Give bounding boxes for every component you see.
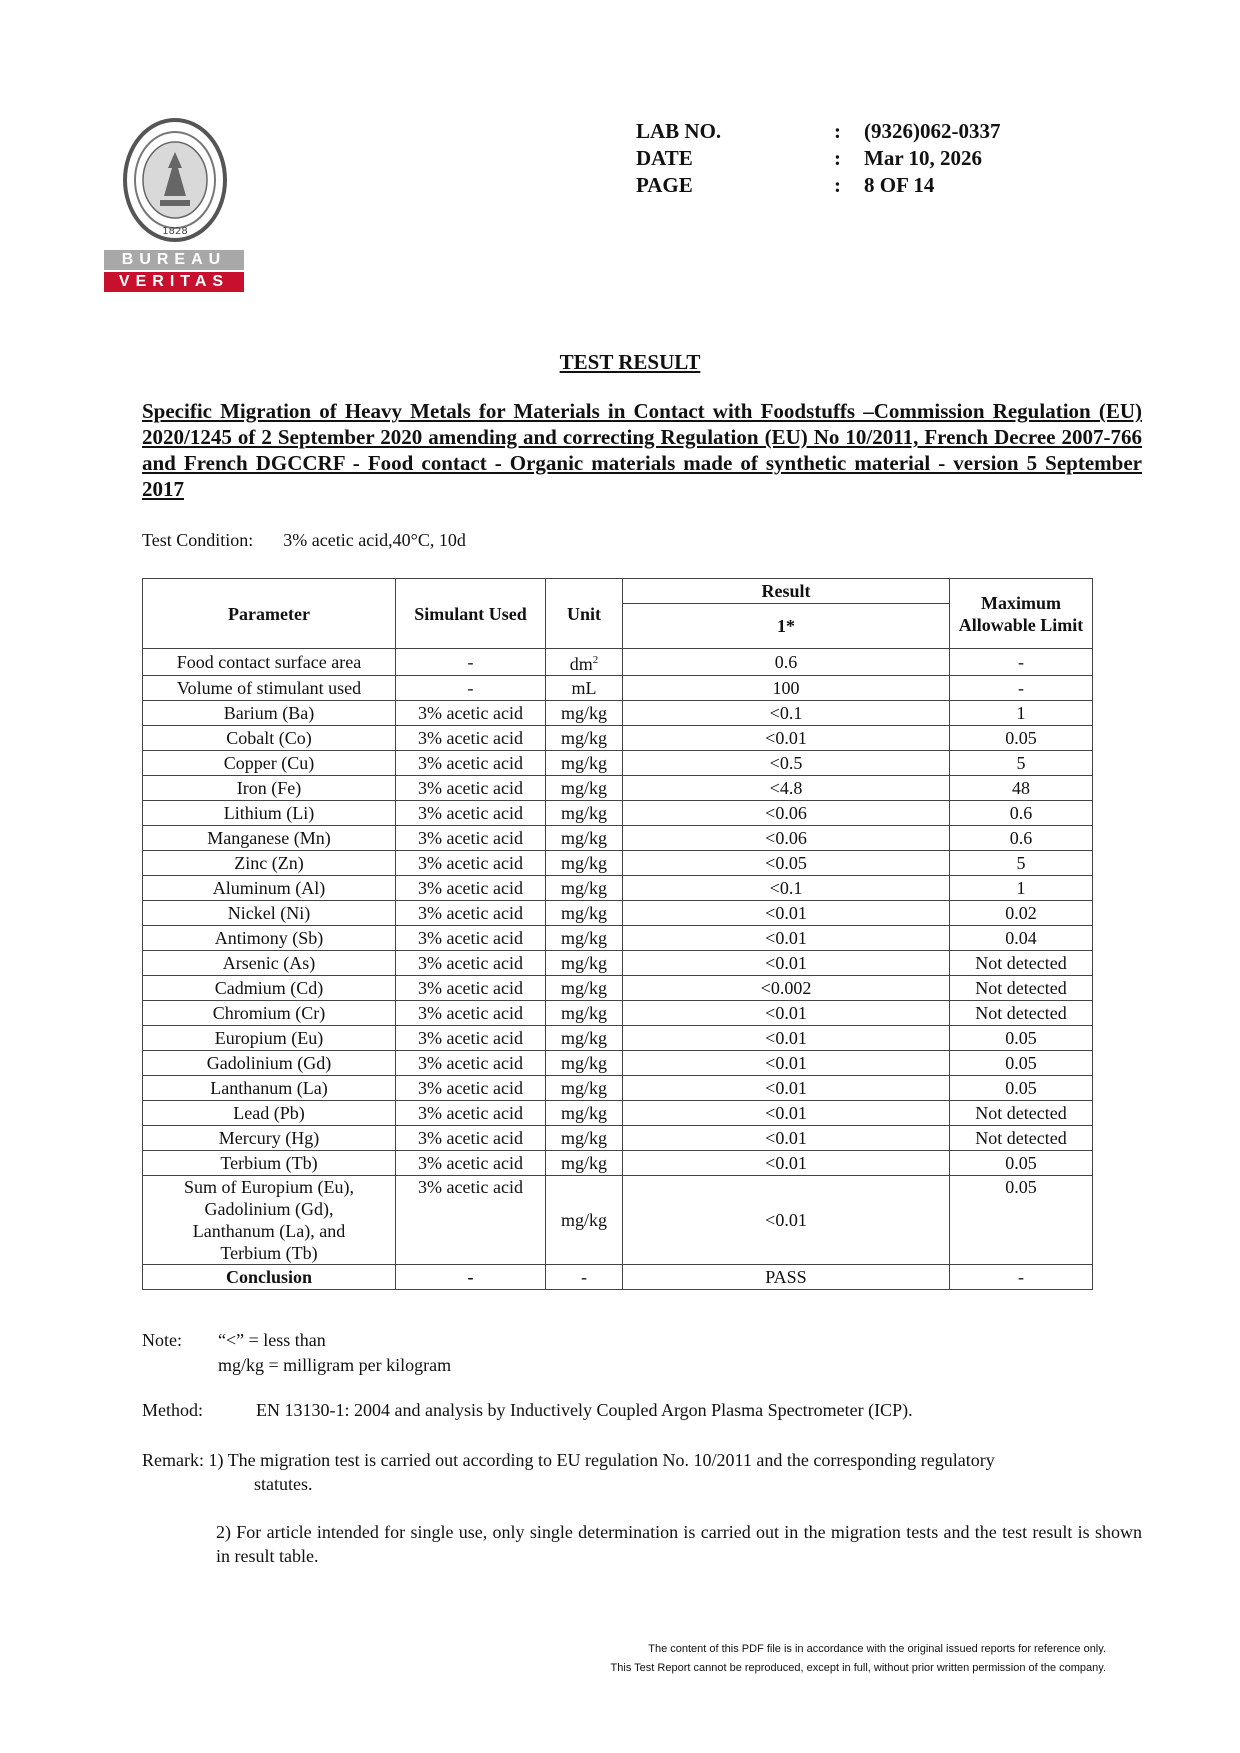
date-row: [636, 145, 1000, 172]
cell-conclusion-result: PASS: [623, 1265, 950, 1290]
cell-parameter: Nickel (Ni): [143, 901, 396, 926]
cell-parameter: Terbium (Tb): [143, 1151, 396, 1176]
cell-unit: [546, 826, 623, 851]
table-row: [143, 1101, 1093, 1126]
cell-limit: 0.05: [950, 1051, 1093, 1076]
cell-limit: 0.04: [950, 926, 1093, 951]
cell-result: <0.01: [623, 1151, 950, 1176]
cell-result: <0.01: [623, 1101, 950, 1126]
cell-result: <0.01: [623, 1026, 950, 1051]
unit-text: mg/kg: [560, 1153, 607, 1173]
sum-parameter-line: Sum of Europium (Eu),: [184, 1177, 354, 1197]
cell-simulant: 3% acetic acid: [396, 826, 546, 851]
table-row-sum: [143, 1176, 1093, 1265]
cell-limit: 1: [950, 701, 1093, 726]
cell-unit: [546, 801, 623, 826]
cell-unit: [546, 1151, 623, 1176]
unit-text: mg/kg: [560, 703, 607, 723]
cell-unit: [546, 701, 623, 726]
cell-simulant: 3% acetic acid: [396, 951, 546, 976]
header-simulant: Simulant Used: [396, 579, 546, 649]
cell-limit: 0.6: [950, 801, 1093, 826]
table-row: [143, 801, 1093, 826]
remark-item-1: 1) The migration test is carried out according to EU regulation No. 10/2011 and the corresponding regulatory: [208, 1450, 995, 1470]
page-value: 8 OF 14: [864, 173, 935, 197]
method-label: Method:: [142, 1400, 203, 1420]
lab-no-label: LAB NO.: [636, 119, 722, 143]
cell-unit: [546, 1026, 623, 1051]
unit-text: mg/kg: [560, 1128, 607, 1148]
cell-simulant: -: [396, 676, 546, 701]
cell-limit: Not detected: [950, 1126, 1093, 1151]
cell-result: <0.01: [623, 1176, 950, 1265]
cell-simulant: 3% acetic acid: [396, 726, 546, 751]
unit-text: mg/kg: [560, 1078, 607, 1098]
table-row: [143, 1001, 1093, 1026]
cell-result: 0.6: [623, 649, 950, 676]
cell-result: <0.01: [623, 1001, 950, 1026]
page-row: [636, 172, 1000, 199]
cell-parameter: Europium (Eu): [143, 1026, 396, 1051]
unit-text: dm: [569, 654, 593, 674]
cell-simulant: 3% acetic acid: [396, 901, 546, 926]
cell-result: <0.1: [623, 701, 950, 726]
cell-limit: -: [950, 676, 1093, 701]
table-row-conclusion: [143, 1265, 1093, 1290]
cell-simulant: -: [396, 649, 546, 676]
cell-parameter: Cobalt (Co): [143, 726, 396, 751]
cell-unit: [546, 1076, 623, 1101]
remark: [142, 1448, 1142, 1568]
cell-simulant: 3% acetic acid: [396, 1101, 546, 1126]
table-row: [143, 926, 1093, 951]
cell-result: <0.06: [623, 801, 950, 826]
header-result-sample: 1*: [623, 604, 950, 649]
unit-text: mg/kg: [560, 753, 607, 773]
cell-parameter: Mercury (Hg): [143, 1126, 396, 1151]
cell-conclusion-label: Conclusion: [143, 1265, 396, 1290]
cell-result: <0.5: [623, 751, 950, 776]
cell-limit: 48: [950, 776, 1093, 801]
cell-simulant: 3% acetic acid: [396, 1076, 546, 1101]
cell-result: <0.01: [623, 726, 950, 751]
sum-parameter-line: Gadolinium (Gd),: [204, 1199, 334, 1219]
cell-simulant: 3% acetic acid: [396, 1126, 546, 1151]
footer-line-1: The content of this PDF file is in accordance with the original issued reports for reference only.: [648, 1643, 1106, 1655]
remark-item-1-cont: statutes.: [254, 1474, 313, 1494]
cell-result: <0.01: [623, 1076, 950, 1101]
unit-text: mg/kg: [560, 1103, 607, 1123]
cell-simulant: 3% acetic acid: [396, 1176, 546, 1265]
header-unit: Unit: [546, 579, 623, 649]
cell-parameter: Lithium (Li): [143, 801, 396, 826]
cell-limit: Not detected: [950, 1001, 1093, 1026]
cell-unit: [546, 1001, 623, 1026]
sum-parameter-line: Terbium (Tb): [220, 1243, 318, 1263]
logo-wordmark-bureau: BUREAU: [104, 250, 244, 270]
note: [142, 1328, 451, 1378]
logo-wordmark-veritas: VERITAS: [104, 272, 244, 292]
cell-unit: [546, 726, 623, 751]
unit-text: mg/kg: [560, 953, 607, 973]
unit-text: mg/kg: [560, 778, 607, 798]
unit-text: mg/kg: [560, 878, 607, 898]
cell-unit: [546, 926, 623, 951]
method-value: EN 13130-1: 2004 and analysis by Inductively Coupled Argon Plasma Spectrometer (ICP).: [256, 1400, 913, 1420]
cell-unit: [546, 951, 623, 976]
unit-text: mg/kg: [560, 928, 607, 948]
table-row: [143, 701, 1093, 726]
page-title: TEST RESULT: [559, 350, 701, 374]
cell-parameter: Antimony (Sb): [143, 926, 396, 951]
cell-unit: [546, 776, 623, 801]
unit-text: mg/kg: [560, 1003, 607, 1023]
cell-unit: [546, 649, 623, 676]
table-row: [143, 976, 1093, 1001]
cell-parameter: Lead (Pb): [143, 1101, 396, 1126]
cell-result: <0.06: [623, 826, 950, 851]
table-row: [143, 649, 1093, 676]
cell-simulant: 3% acetic acid: [396, 926, 546, 951]
cell-parameter: [143, 1176, 396, 1265]
cell-limit: Not detected: [950, 951, 1093, 976]
seal-icon: [120, 116, 230, 244]
cell-result: <0.002: [623, 976, 950, 1001]
cell-parameter: Food contact surface area: [143, 649, 396, 676]
cell-unit: [546, 876, 623, 901]
cell-simulant: 3% acetic acid: [396, 1001, 546, 1026]
cell-result: <0.01: [623, 901, 950, 926]
cell-parameter: Manganese (Mn): [143, 826, 396, 851]
cell-unit: [546, 976, 623, 1001]
cell-parameter: Volume of stimulant used: [143, 676, 396, 701]
cell-limit: Not detected: [950, 976, 1093, 1001]
colon: :: [834, 173, 841, 197]
cell-simulant: 3% acetic acid: [396, 776, 546, 801]
cell-limit: 1: [950, 876, 1093, 901]
colon: :: [834, 146, 841, 170]
cell-simulant: 3% acetic acid: [396, 876, 546, 901]
table-row: [143, 876, 1093, 901]
date-value: Mar 10, 2026: [864, 146, 983, 170]
colon: :: [834, 119, 841, 143]
table-row: [143, 901, 1093, 926]
cell-simulant: 3% acetic acid: [396, 751, 546, 776]
table-row: [143, 1126, 1093, 1151]
table-row: [143, 676, 1093, 701]
cell-simulant: -: [396, 1265, 546, 1290]
header-limit: Maximum Allowable Limit: [950, 579, 1093, 649]
table-row: [143, 776, 1093, 801]
cell-unit: [546, 751, 623, 776]
cell-unit: [546, 851, 623, 876]
remark-item-2: 2) For article intended for single use, only single determination is carried out in the migration tests and the test result is shown in result table.: [216, 1522, 1142, 1566]
cell-parameter: Chromium (Cr): [143, 1001, 396, 1026]
cell-unit: [546, 901, 623, 926]
svg-text:1828: 1828: [162, 226, 188, 237]
unit-text: mg/kg: [560, 1028, 607, 1048]
test-condition-label: Test Condition:: [142, 530, 254, 550]
footer-line-2: This Test Report cannot be reproduced, except in full, without prior written permission of the company.: [610, 1662, 1106, 1674]
table-row: [143, 751, 1093, 776]
cell-result: <4.8: [623, 776, 950, 801]
cell-unit: -: [546, 1265, 623, 1290]
cell-simulant: 3% acetic acid: [396, 1026, 546, 1051]
bureau-veritas-logo: [104, 116, 246, 294]
method: [142, 1400, 913, 1421]
unit-text: mg/kg: [560, 853, 607, 873]
cell-limit: 0.05: [950, 726, 1093, 751]
cell-limit: 0.6: [950, 826, 1093, 851]
unit-text: mg/kg: [560, 1053, 607, 1073]
cell-limit: 0.02: [950, 901, 1093, 926]
header-parameter: Parameter: [143, 579, 396, 649]
cell-limit: 0.05: [950, 1176, 1093, 1265]
cell-simulant: 3% acetic acid: [396, 976, 546, 1001]
cell-parameter: Aluminum (Al): [143, 876, 396, 901]
table-row: [143, 851, 1093, 876]
cell-unit: [546, 1126, 623, 1151]
report-header: [636, 118, 1000, 199]
cell-result: <0.01: [623, 1051, 950, 1076]
note-label: Note:: [142, 1330, 182, 1350]
cell-parameter: Gadolinium (Gd): [143, 1051, 396, 1076]
unit-text: mg/kg: [560, 803, 607, 823]
page-label: PAGE: [636, 173, 693, 197]
results-table-body: [143, 649, 1093, 1290]
cell-result: <0.05: [623, 851, 950, 876]
note-line-1: “<” = less than: [218, 1330, 326, 1350]
unit-text: mg/kg: [560, 978, 607, 998]
cell-parameter: Barium (Ba): [143, 701, 396, 726]
lab-no-row: [636, 118, 1000, 145]
cell-result: <0.01: [623, 1126, 950, 1151]
table-row: [143, 726, 1093, 751]
cell-parameter: Copper (Cu): [143, 751, 396, 776]
table-row: [143, 1076, 1093, 1101]
cell-limit: Not detected: [950, 1101, 1093, 1126]
table-row: [143, 826, 1093, 851]
cell-simulant: 3% acetic acid: [396, 1051, 546, 1076]
cell-parameter: Cadmium (Cd): [143, 976, 396, 1001]
cell-simulant: 3% acetic acid: [396, 701, 546, 726]
unit-text: mg/kg: [560, 828, 607, 848]
cell-simulant: 3% acetic acid: [396, 1151, 546, 1176]
test-condition: [142, 530, 466, 551]
test-condition-value: 3% acetic acid,40°C, 10d: [283, 530, 466, 550]
sum-parameter-line: Lanthanum (La), and: [192, 1221, 346, 1241]
cell-parameter: Iron (Fe): [143, 776, 396, 801]
table-row: [143, 1151, 1093, 1176]
cell-limit: 5: [950, 751, 1093, 776]
cell-unit: [546, 1051, 623, 1076]
cell-unit: mg/kg: [546, 1176, 623, 1265]
remark-label: Remark:: [142, 1450, 204, 1470]
cell-limit: -: [950, 649, 1093, 676]
cell-limit: 5: [950, 851, 1093, 876]
cell-parameter: Arsenic (As): [143, 951, 396, 976]
table-row: [143, 951, 1093, 976]
header-result: Result: [623, 579, 950, 604]
cell-simulant: 3% acetic acid: [396, 801, 546, 826]
table-row: [143, 1051, 1093, 1076]
cell-limit: 0.05: [950, 1026, 1093, 1051]
cell-limit: 0.05: [950, 1151, 1093, 1176]
cell-unit: [546, 1101, 623, 1126]
cell-parameter: Zinc (Zn): [143, 851, 396, 876]
lab-no-value: (9326)062-0337: [864, 119, 1001, 143]
date-label: DATE: [636, 146, 693, 170]
cell-result: 100: [623, 676, 950, 701]
cell-parameter: Lanthanum (La): [143, 1076, 396, 1101]
cell-simulant: 3% acetic acid: [396, 851, 546, 876]
unit-superscript: 2: [592, 654, 599, 666]
unit-text: mg/kg: [560, 903, 607, 923]
cell-result: <0.01: [623, 926, 950, 951]
results-table: [142, 578, 1093, 1290]
cell-result: <0.01: [623, 951, 950, 976]
test-subject: Specific Migration of Heavy Metals for Materials in Contact with Foodstuffs –Commission Regulation (EU) 2020/1245 of 2 September 2020 amending and correcting Regulation (EU) No 10/2011, French Decree 2007-766 and French DGCCRF - Food contact - Organic materials made of synthetic material - version 5 September 2017: [142, 399, 1142, 501]
unit-text: mg/kg: [560, 728, 607, 748]
table-row: [143, 1026, 1093, 1051]
cell-unit: [546, 676, 623, 701]
unit-text: mL: [571, 678, 597, 698]
cell-limit: -: [950, 1265, 1093, 1290]
cell-result: <0.1: [623, 876, 950, 901]
footer-disclaimer: [300, 1640, 1106, 1678]
note-line-2: mg/kg = milligram per kilogram: [218, 1355, 452, 1375]
cell-limit: 0.05: [950, 1076, 1093, 1101]
